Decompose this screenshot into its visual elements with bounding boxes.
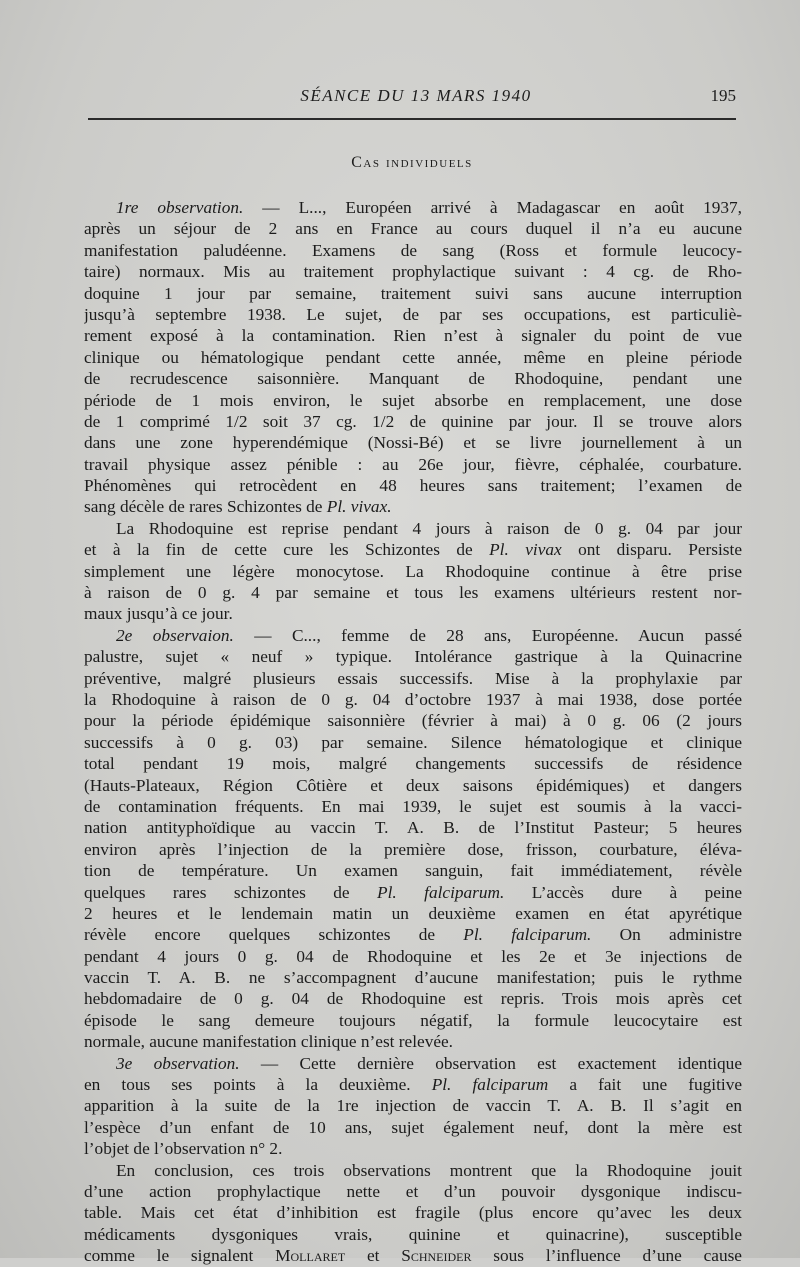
text-segment: médicaments dysgoniques vrais, quinine et quinacrine), susceptible	[84, 1224, 742, 1244]
text-segment: quelques rares schizontes de	[84, 882, 378, 902]
text-segment: la Rhodoquine à raison de 0 g. 04 d’octobre 1937 à mai 1938, dose portée	[84, 689, 742, 709]
text-segment: Phénomènes qui retrocèdent en 48 heures sans traitement; l’examen de	[84, 476, 742, 496]
text-line	[84, 882, 742, 903]
text-segment: — L..., Européen arrivé à Madagascar en août 1937,	[243, 198, 742, 217]
text-segment: (Hauts-Plateaux, Région Côtière et deux saisons épidémiques) et dangers	[84, 775, 742, 795]
text-segment: en tous ses points à la deuxième.	[84, 1075, 432, 1095]
text-line	[84, 496, 742, 517]
text-segment: table. Mais cet état d’inhibition est fragile (plus encore qu’avec les deux	[84, 1203, 742, 1223]
text-segment: sang décèle de rares Schizontes de	[84, 497, 327, 517]
text-segment: et à la fin de cette cure les Schizontes de	[84, 540, 490, 560]
text-line	[84, 839, 742, 860]
text-segment: palustre, sujet « neuf » typique. Intolérance gastrique à la Quinacrine	[84, 647, 742, 667]
text-segment: sous l’influence d’une cause	[471, 1246, 742, 1266]
text-line	[84, 218, 742, 239]
text-line	[84, 390, 742, 411]
text-segment: manifestation paludéenne. Examens de sang (Ross et formule leucocy-	[84, 240, 742, 260]
text-line	[84, 988, 742, 1009]
text-line	[84, 924, 742, 945]
text-line	[84, 1095, 742, 1116]
text-line	[84, 1224, 742, 1245]
text-segment: Mollaret	[275, 1246, 346, 1266]
text-segment: de 1 comprimé 1/2 soit 37 cg. 1/2 de quinine par jour. Il se trouve alors	[84, 411, 742, 431]
text-line	[84, 625, 742, 646]
text-line	[84, 475, 742, 496]
text-line	[84, 946, 742, 967]
text-segment: à raison de 0 g. 4 par semaine et tous les examens ultérieurs restent nor-	[84, 583, 742, 603]
text-line	[84, 261, 742, 282]
text-segment: L’accès dure à peine	[504, 882, 742, 902]
text-segment: nation antityphoïdique au vaccin T. A. B. de l’Institut Pasteur; 5 heures	[84, 818, 742, 838]
text-segment: apparition à la suite de la 1re injection de vaccin T. A. B. Il s’agit en	[84, 1096, 742, 1116]
page-number: 195	[710, 86, 736, 105]
text-line	[84, 689, 742, 710]
text-segment: doquine 1 jour par semaine, traitement suivi sans aucune interruption	[84, 283, 742, 303]
text-line	[84, 710, 742, 731]
text-segment: 1re observation.	[116, 198, 244, 217]
text-line	[84, 1181, 742, 1202]
text-line	[84, 668, 742, 689]
text-segment: taire) normaux. Mis au traitement prophylactique suivant : 4 cg. de Rho-	[84, 262, 742, 282]
text-line	[84, 903, 742, 924]
text-segment: comme le signalent	[84, 1246, 276, 1266]
text-line	[84, 283, 742, 304]
text-segment: vaccin T. A. B. ne s’accompagnent d’aucune manifestation; puis le rythme	[84, 968, 742, 988]
text-segment: dans une zone hyperendémique (Nossi-Bé) et se livre journellement à un	[84, 433, 742, 453]
section-heading: Cas individuels	[351, 154, 473, 171]
text-segment: Pl. falciparum.	[377, 882, 505, 902]
text-segment: Pl. vivax	[489, 540, 562, 560]
running-head	[96, 86, 736, 112]
text-segment: ont disparu. Persiste	[561, 540, 742, 560]
text-line	[84, 732, 742, 753]
text-segment: l’espèce d’un enfant de 10 ans, sujet également neuf, dont la mère est	[84, 1117, 742, 1137]
text-segment: En conclusion, ces trois observations montrent que la Rhodoquine jouit	[116, 1160, 742, 1180]
text-line	[84, 753, 742, 774]
text-line	[84, 1117, 742, 1138]
text-segment: révèle encore quelques schizontes de	[84, 925, 464, 945]
body-text	[84, 197, 742, 1267]
text-segment: après un séjour de 2 ans en France au cours duquel il n’a eu aucune	[84, 219, 742, 239]
text-segment: Schneider	[401, 1246, 472, 1266]
text-segment: épisode le sang demeure toujours négatif, la formule leucocytaire est	[84, 1010, 742, 1030]
text-segment: jusqu’à septembre 1938. Le sujet, de par ses occupations, est particuliè-	[84, 304, 742, 324]
text-segment: 2 heures et le lendemain matin un deuxième examen en état apyrétique	[84, 903, 742, 923]
text-line	[84, 1074, 742, 1095]
text-segment: Pl. falciparum.	[463, 925, 592, 945]
text-line	[84, 561, 742, 582]
text-line	[84, 539, 742, 560]
text-line	[84, 368, 742, 389]
text-segment: Pl. falciparum	[431, 1075, 549, 1095]
text-segment: successifs à 0 g. 03) par semaine. Silence hématologique et clinique	[84, 732, 742, 752]
text-segment: Pl. vivax.	[326, 497, 392, 517]
text-line	[84, 603, 742, 624]
text-line	[84, 240, 742, 261]
text-line	[84, 796, 742, 817]
text-segment: — C..., femme de 28 ans, Européenne. Aucun passé	[233, 625, 742, 645]
text-line	[84, 1053, 742, 1074]
text-segment: simplement une légère monocytose. La Rhodoquine continue à être prise	[84, 561, 742, 581]
text-line	[84, 646, 742, 667]
text-line	[84, 325, 742, 346]
text-line	[84, 518, 742, 539]
text-segment: clinique ou hématologique pendant cette année, même en pleine période	[84, 347, 742, 367]
text-line	[84, 817, 742, 838]
text-line	[84, 775, 742, 796]
text-segment: La Rhodoquine est reprise pendant 4 jours à raison de 0 g. 04 par jour	[116, 518, 742, 538]
text-line	[84, 347, 742, 368]
text-line	[84, 411, 742, 432]
text-line	[84, 967, 742, 988]
text-segment: 3e observation.	[116, 1053, 240, 1073]
text-segment: d’une action prophylactique nette et d’un pouvoir dysgonique indiscu-	[84, 1181, 742, 1201]
text-segment: de recrudescence saisonnière. Manquant de Rhodoquine, pendant une	[84, 369, 742, 389]
text-segment: environ après l’injection de la première dose, frisson, courbature, éléva-	[84, 839, 742, 859]
text-segment: hebdomadaire de 0 g. 04 de Rhodoquine est repris. Trois mois après cet	[84, 989, 742, 1009]
text-segment: tion de température. Un examen sanguin, fait immédiatement, révèle	[84, 861, 742, 881]
text-segment: maux jusqu’à ce jour.	[84, 604, 233, 624]
text-segment: a fait une fugitive	[548, 1075, 742, 1095]
text-line	[84, 197, 742, 218]
text-segment: préventive, malgré plusieurs essais successifs. Mise à la prophylaxie par	[84, 668, 742, 688]
text-segment: et	[345, 1246, 402, 1266]
text-line	[84, 1010, 742, 1031]
text-segment: l’objet de l’observation n° 2.	[84, 1139, 283, 1159]
text-line	[84, 1245, 742, 1266]
text-segment: 2e observaion.	[116, 625, 234, 645]
text-segment: total pendant 19 mois, malgré changements successifs de résidence	[84, 754, 742, 774]
text-line	[84, 432, 742, 453]
text-segment: pour la période épidémique saisonnière (février à mai) à 0 g. 06 (2 jours	[84, 711, 742, 731]
text-segment: période de 1 mois environ, le sujet absorbe en remplacement, une dose	[84, 390, 742, 410]
text-line	[84, 1031, 742, 1052]
text-segment: rement exposé à la contamination. Rien n’est à signaler du point de vue	[84, 326, 742, 346]
text-segment: travail physique assez pénible : au 26e jour, fièvre, céphalée, courbature.	[84, 454, 742, 474]
text-segment: de contamination fréquents. En mai 1939, le sujet est soumis à la vacci-	[84, 796, 742, 816]
header-rule	[88, 118, 736, 120]
text-line	[84, 1160, 742, 1181]
text-line	[84, 454, 742, 475]
text-line	[84, 304, 742, 325]
text-segment: — Cette dernière observation est exactement identique	[239, 1053, 742, 1073]
text-line	[84, 582, 742, 603]
text-segment: normale, aucune manifestation clinique n’est relevée.	[84, 1032, 453, 1052]
text-line	[84, 1202, 742, 1223]
text-segment: pendant 4 jours 0 g. 04 de Rhodoquine et les 2e et 3e injections de	[84, 946, 742, 966]
text-segment: On administre	[591, 925, 742, 945]
running-head-title: SÉANCE DU 13 MARS 1940	[300, 86, 532, 105]
text-line	[84, 860, 742, 881]
text-line	[84, 1138, 742, 1159]
